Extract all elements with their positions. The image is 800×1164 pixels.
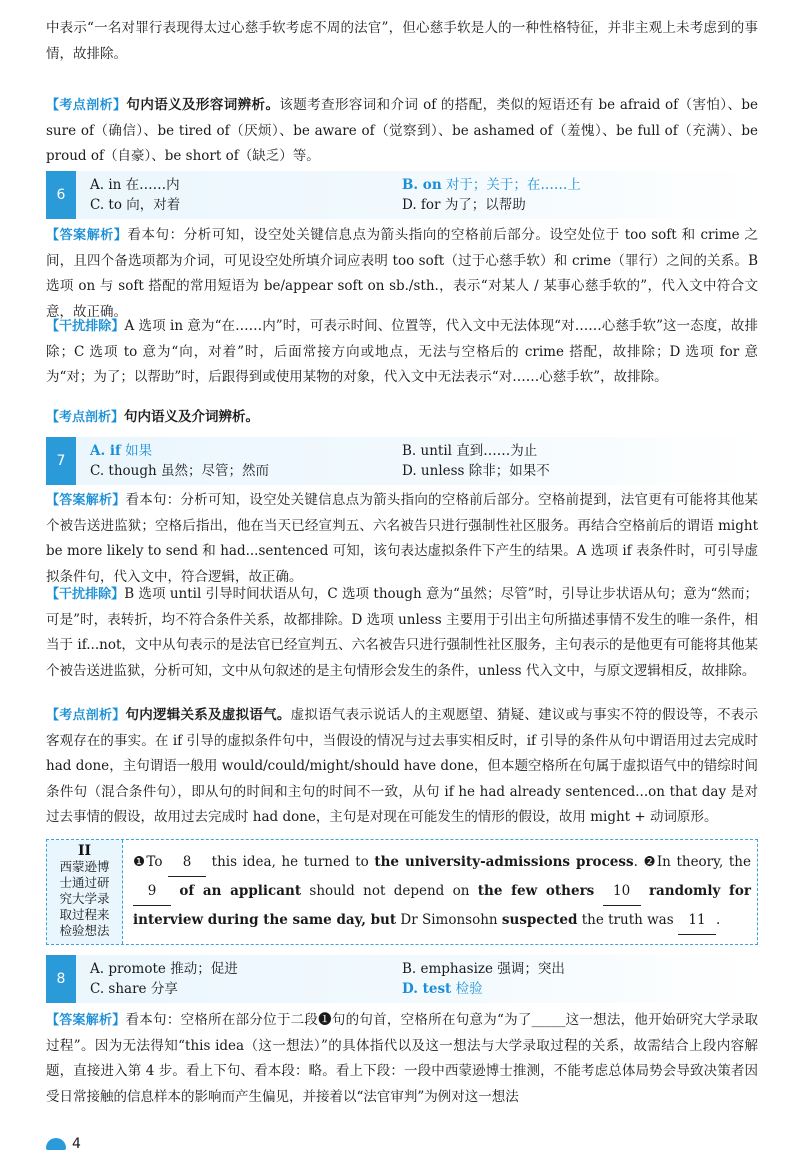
sentence-marker: ❶ <box>133 854 147 870</box>
graduation-cap-icon <box>46 1138 66 1150</box>
paragraph <box>46 223 758 325</box>
paragraph-text: 看本句：分析可知，设空处关键信息点为箭头指向的空格前后部分。空格前提到，法官更有可能将其他某个被告送进监狱；空格后指出，他在当天已经宣判五、六名被告只进行强制性社区服务。再结合空格前后的谓语 might be more likely to send 和 had...sentenced 可知，该句表达虚拟条件下产生的结果。A 选项 if 表条件时，可引导虚拟条件句，代入文中，符合逻辑，故正确。 <box>46 492 758 585</box>
passage-box <box>46 839 758 945</box>
blank-8: 8 <box>168 848 206 877</box>
section-tag: 【答案解析】 <box>46 1013 126 1028</box>
paragraph <box>46 1008 758 1110</box>
option-a-correct: A. if 如果 <box>90 443 153 459</box>
paragraph-text: B 选项 until 引导时间状语从句，C 选项 though 意为“虽然；尽管”时，引导让步状语从句；意为“然而；可是”时，表转折，均不符合条件关系，故都排除。D 选项 unless 主要用于引出主句所描述事情不发生的唯一条件，相当于 if...not，文中从句表示的是法官已经宣判五、六名被告只进行强制性社区服务，主句表示的是他更有可能将其他某个被告送进监狱，分析可知，文中从句叙述的是主句情形会发生的条件，unless 代入文中，与原文逻辑相反，故排除。 <box>46 586 758 679</box>
paragraph-text: A 选项 in 意为“在……内”时，可表示时间、位置等，代入文中无法体现“对……心慈手软”这一态度，故排除；C 选项 to 意为“向，对着”时，后面常接方向或地点，无法与空格后的 crime 搭配，故排除；D 选项 for 意为“对；为了；以帮助”时，后跟得到或使用某物的对象，代入文中无法表示“对……心慈手软”，故排除。 <box>46 318 758 385</box>
sentence-marker: ❷ <box>643 854 657 870</box>
page-number: 4 <box>72 1136 81 1152</box>
key-point: 句内逻辑关系及虚拟语气。 <box>125 707 291 723</box>
option-c: C. though 虽然；尽管；然而 <box>90 463 270 479</box>
blank-10: 10 <box>603 877 641 906</box>
section-tag: 【答案解析】 <box>46 228 128 243</box>
paragraph-text: 中表示“一名对罪行表现得太过心慈手软考虑不周的法官”，但心慈手软是人的一种性格特征，并非主观上未考虑到的事情，故排除。 <box>46 20 758 62</box>
question-number: 6 <box>46 171 76 219</box>
paragraph <box>46 16 758 67</box>
section-tag: 【考点剖析】 <box>46 708 126 723</box>
section-tag: 【考点剖析】 <box>46 98 127 113</box>
option-a: A. promote 推动；促进 <box>90 961 238 977</box>
paragraph-text: 看本句：空格所在部分位于二段❶句的句首，空格所在句意为“为了_____这一想法，他开始研究大学录取过程”。因为无法得知“this idea（这一想法）”的具体指代以及这一想法与大学录取过程的关系，故需结合上段内容解题，直接进入第 4 步。看上下句、看本段：略。看上下段：一段中西蒙逊博士推测，不能考虑总体局势会导致决策者因受日常接触的信息样本的影响而产生偏见，并接着以“法官审判”为例对这一想法 <box>46 1012 758 1105</box>
section-tag: 【考点剖析】 <box>46 410 125 425</box>
key-point: 句内语义及介词辨析。 <box>124 409 260 425</box>
question-options-box <box>46 955 758 1003</box>
question-options-box <box>46 437 758 485</box>
option-a: A. in 在……内 <box>90 177 180 193</box>
key-point: 句内语义及形容词辨析。 <box>126 97 280 113</box>
question-options-box <box>46 171 758 219</box>
question-number: 7 <box>46 437 76 485</box>
blank-9: 9 <box>133 877 171 906</box>
option-c: C. to 向，对着 <box>90 197 181 213</box>
blank-11: 11 <box>678 906 716 935</box>
paragraph <box>46 93 758 170</box>
option-b-correct: B. on 对于；关于；在……上 <box>402 177 581 193</box>
option-b: B. emphasize 强调；突出 <box>402 961 565 977</box>
paragraph <box>46 488 758 590</box>
passage-text: ❶To 8 this idea, he turned to the university-admissions process. ❷In theory, the 9 of an applicant should not depend on the few others 10 randomly for interview during the same day, but Dr Simonsohn suspected the truth was 11 . <box>133 848 751 935</box>
section-tag: 【干扰排除】 <box>46 587 125 602</box>
paragraph-text: 该题考查形容词和介词 of 的搭配，类似的短语还有 be afraid of（害怕）、be sure of（确信）、be tired of（厌烦）、be aware of（觉察到）、be ashamed of（羞愧）、be full of（充满）、be proud of（自豪）、be short of（缺乏）等。 <box>46 97 758 164</box>
section-tag: 【干扰排除】 <box>46 319 125 334</box>
option-d-correct: D. test 检验 <box>402 981 483 997</box>
paragraph <box>46 405 758 431</box>
option-b: B. until 直到……为止 <box>402 443 538 459</box>
paragraph-text: 虚拟语气表示说话人的主观愿望、猜疑、建议或与事实不符的假设等，不表示客观存在的事实。在 if 引导的虚拟条件句中，当假设的情况与过去事实相反时，if 引导的条件从句中谓语用过去完成时 had done，主句谓语一般用 would/could/might/should have done，但本题空格所在句属于虚拟语气中的错综时间条件句（混合条件句），即从句的时间和主句的时间不一致，从句 if he had already sentenced...on that day 是对过去事情的假设，故用过去完成时 had done，主句是对现在可能发生的情形的假设，故用 might + 动词原形。 <box>46 707 758 825</box>
paragraph <box>46 703 758 831</box>
option-d: D. for 为了；以帮助 <box>402 197 526 213</box>
option-c: C. share 分享 <box>90 981 178 997</box>
passage-section-label: II 西蒙逊博 士通过研 究大学录 取过程来 检验想法 <box>47 840 123 944</box>
section-tag: 【答案解析】 <box>46 493 126 508</box>
page-footer <box>46 1136 81 1152</box>
option-d: D. unless 除非；如果不 <box>402 463 550 479</box>
question-number: 8 <box>46 955 76 1003</box>
paragraph <box>46 582 758 684</box>
paragraph-text: 看本句：分析可知，设空处关键信息点为箭头指向的空格前后部分。设空处位于 too soft 和 crime 之间，且四个备选项都为介词，可见设空处所填介词应表明 too soft（过于心慈手软）和 crime（罪行）之间的关系。B 选项 on 与 soft 搭配的常用短语为 be/appear soft on sb./sth.，表示“对某人 / 某事心慈手软的”，代入文中符合文意，故正确。 <box>46 227 758 320</box>
paragraph <box>46 314 758 391</box>
